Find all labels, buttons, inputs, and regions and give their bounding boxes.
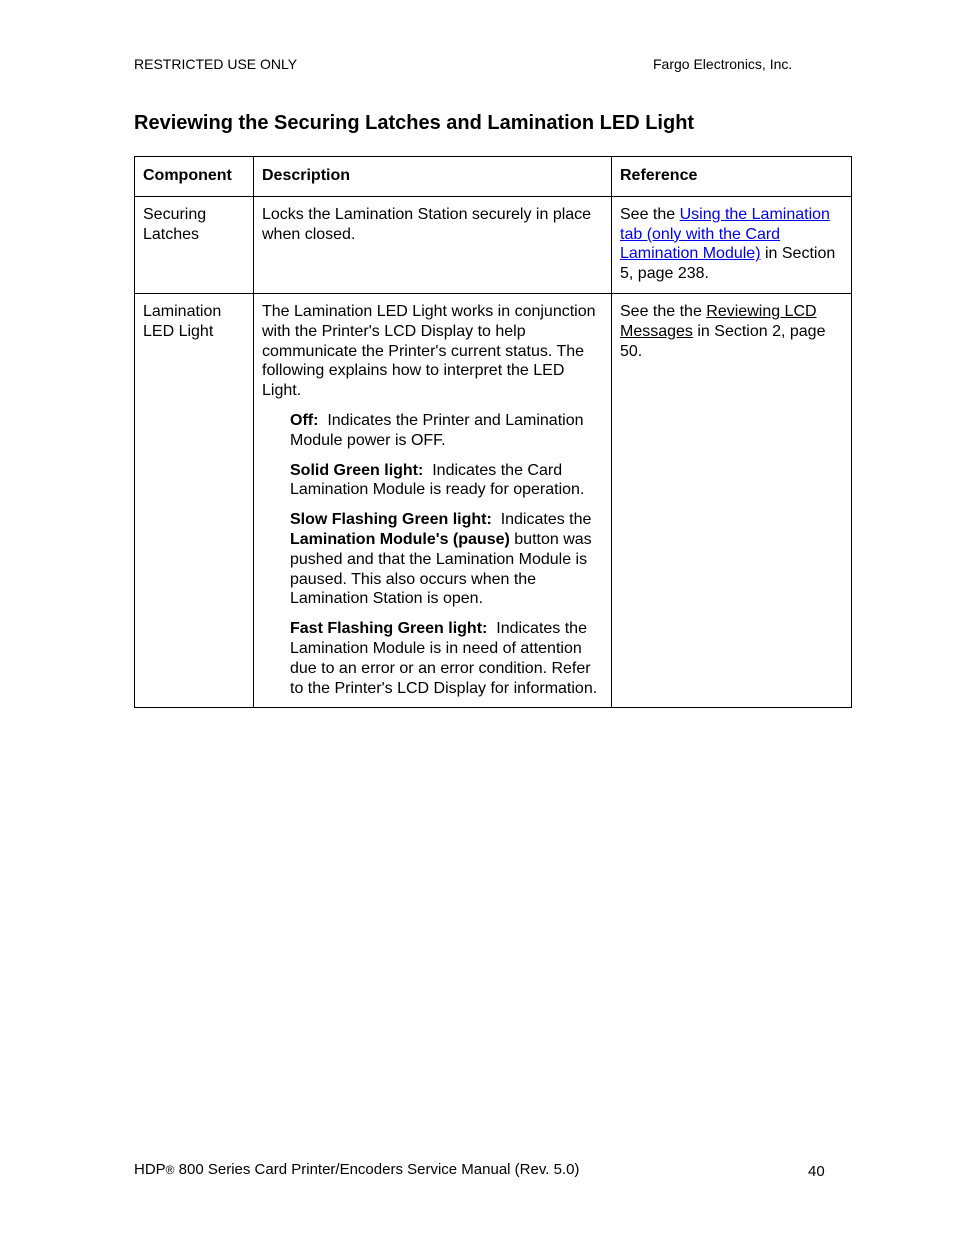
description-intro: The Lamination LED Light works in conjunction with the Printer's LCD Display to help communicate the Printer's current status. The following explains how to interpret the LED Light. — [262, 302, 596, 400]
reference-cell — [612, 196, 852, 293]
reference-suffix: in Section 2, page 50. — [620, 322, 826, 360]
component-table — [134, 156, 852, 708]
table-header-row — [135, 157, 852, 197]
table-row — [135, 293, 852, 707]
description-cell — [254, 293, 612, 707]
table-row — [135, 196, 852, 293]
component-cell: Lamination LED Light — [135, 293, 254, 707]
column-header-reference: Reference — [612, 157, 852, 197]
description-cell: Locks the Lamination Station securely in place when closed. — [254, 196, 612, 293]
led-state-solid-green — [290, 461, 603, 501]
header-company-name: Fargo Electronics, Inc. — [653, 56, 793, 72]
led-state-slow-flashing — [290, 510, 603, 609]
column-header-component: Component — [135, 157, 254, 197]
led-state-label: Fast Flashing Green light: — [290, 620, 488, 638]
led-state-label: Off: — [290, 411, 319, 429]
led-state-text-continued: button was pushed and that the Lamination Module is paused. This also occurs when the Lamination Station is open. — [290, 530, 592, 608]
reference-cell — [612, 293, 852, 707]
pause-button-name: Lamination Module's (pause) — [290, 530, 510, 548]
led-state-label: Slow Flashing Green light: — [290, 511, 492, 529]
led-state-text: Indicates the Printer and Lamination Module power is OFF. — [290, 411, 588, 449]
reference-suffix: in Section 5, page 238. — [620, 245, 836, 283]
reference-prefix: See the — [620, 205, 680, 223]
column-header-description: Description — [254, 157, 612, 197]
footer-title-text: 800 Series Card Printer/Encoders Service Manual (Rev. 5.0) — [174, 1161, 580, 1178]
component-cell: Securing Latches — [135, 196, 254, 293]
reference-prefix: See the the — [620, 302, 707, 320]
footer-brand: HDP — [134, 1161, 166, 1178]
page-number: 40 — [808, 1163, 825, 1180]
led-state-text: Indicates the Lamination Module is in need of attention due to an error or an error condition. Refer to the Printer's LCD Display for information. — [290, 620, 598, 697]
header-restricted-notice: RESTRICTED USE ONLY — [134, 56, 298, 72]
page-title: Reviewing the Securing Latches and Lamination LED Light — [134, 112, 695, 134]
reference-link-lamination-tab[interactable]: Using the Lamination tab (only with the Card Lamination Module) — [620, 205, 830, 263]
led-state-text: Indicates the — [491, 511, 596, 529]
led-state-label: Solid Green light: — [290, 461, 424, 479]
led-state-text: Indicates the Card Lamination Module is ready for operation. — [290, 461, 585, 499]
footer-manual-title — [134, 1161, 579, 1178]
reference-link-lcd-messages[interactable]: Reviewing LCD Messages — [620, 302, 817, 340]
registered-mark: ® — [165, 1163, 175, 1177]
led-state-off — [290, 411, 603, 451]
led-state-fast-flashing — [290, 619, 603, 698]
